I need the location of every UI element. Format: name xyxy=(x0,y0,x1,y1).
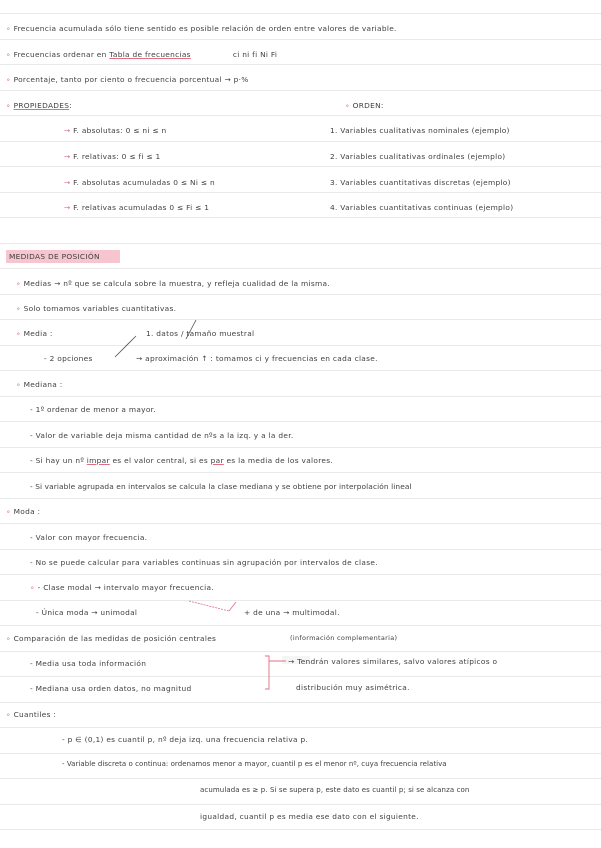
prop-item-4: → F. relativas acumuladas 0 ≤ Fi ≤ 1 xyxy=(64,203,210,212)
orden-heading: ∘ ORDEN: xyxy=(345,101,384,110)
comparacion-heading: ∘ Comparación de las medidas de posición centrales xyxy=(6,634,217,643)
moda-item-3: ∘ - Clase modal → intervalo mayor frecuencia. xyxy=(30,583,214,592)
orden-item-3: 3. Variables cuantitativas discretas (ejemplo) xyxy=(330,178,511,187)
section-title: MEDIDAS DE POSICIÓN xyxy=(9,252,100,261)
note-line-2: ∘ Frecuencias ordenar en Tabla de frecuencias ci ni fi Ni Fi xyxy=(6,50,278,59)
cuantiles-item-2: - Variable discreta o continua: ordenamos menor a mayor, cuantil p es el menor nº, cuya frecuencia relativa xyxy=(62,760,447,768)
moda-item-1: - Valor con mayor frecuencia. xyxy=(30,533,148,542)
medias-line: ∘ Medias → nº que se calcula sobre la muestra, y refleja cualidad de la misma. xyxy=(16,279,331,288)
comparacion-note: (información complementaria) xyxy=(290,634,398,642)
prop-item-2: → F. relativas: 0 ≤ fi ≤ 1 xyxy=(64,152,161,161)
mediana-heading: ∘ Mediana : xyxy=(16,380,63,389)
cuantitativas-line: ∘ Solo tomamos variables cuantitativas. xyxy=(16,304,177,313)
opciones-label: - 2 opciones xyxy=(44,354,93,363)
mediana-item-3: - Si hay un nº impar es el valor central, si es par es la media de los valores. xyxy=(30,456,334,465)
comparacion-mediana: - Mediana usa orden datos, no magnitud xyxy=(30,684,192,693)
media-formula: 1. datos / tamaño muestral xyxy=(146,329,255,338)
mediana-item-4: - Si variable agrupada en intervalos se calcula la clase mediana y se obtiene por interpolación lineal xyxy=(30,482,412,491)
cuantiles-heading: ∘ Cuantiles : xyxy=(6,710,57,719)
moda-heading: ∘ Moda : xyxy=(6,507,41,516)
propiedades-heading: ∘ PROPIEDADES: xyxy=(6,101,73,110)
cuantiles-item-3: acumulada es ≥ p. Si se supera p, este dato es cuantil p; si se alcanza con xyxy=(200,786,470,794)
cuantiles-item-1: - p ∈ (0,1) es cuantil p, nº deja izq. una frecuencia relativa p. xyxy=(62,735,309,744)
orden-item-4: 4. Variables cuantitativas continuas (ejemplo) xyxy=(330,203,514,212)
moda-item-4: - Única moda → unimodal xyxy=(36,608,138,617)
aproximacion-line: → aproximación ↑ : tomamos ci y frecuencias en cada clase. xyxy=(136,354,378,363)
comparacion-conclusion-2: distribución muy asimétrica. xyxy=(296,683,410,692)
note-line-1: ∘ Frecuencia acumulada sólo tiene sentido es posible relación de orden entre valores de variable. xyxy=(6,24,397,33)
prop-item-3: → F. absolutas acumuladas 0 ≤ Ni ≤ n xyxy=(64,178,215,187)
moda-item-4b: + de una → multimodal. xyxy=(244,608,340,617)
prop-item-1: → F. absolutas: 0 ≤ ni ≤ n xyxy=(64,126,167,135)
moda-item-2: - No se puede calcular para variables continuas sin agrupación por intervalos de clase. xyxy=(30,558,378,567)
orden-item-1: 1. Variables cualitativas nominales (ejemplo) xyxy=(330,126,510,135)
freq-table-term: Tabla de frecuencias xyxy=(109,50,191,59)
orden-item-2: 2. Variables cualitativas ordinales (ejemplo) xyxy=(330,152,506,161)
comparacion-media: - Media usa toda información xyxy=(30,659,147,668)
cuantiles-item-4: igualdad, cuantil p es media ese dato con el siguiente. xyxy=(200,812,419,821)
comparacion-conclusion-1: → Tendrán valores similares, salvo valores atípicos o xyxy=(288,657,498,666)
note-line-3: ∘ Porcentaje, tanto por ciento o frecuencia porcentual → p·% xyxy=(6,75,249,84)
media-heading: ∘ Media : xyxy=(16,329,53,338)
mediana-item-2: - Valor de variable deja misma cantidad de nºs a la izq. y a la der. xyxy=(30,431,294,440)
mediana-item-1: - 1º ordenar de menor a mayor. xyxy=(30,405,156,414)
